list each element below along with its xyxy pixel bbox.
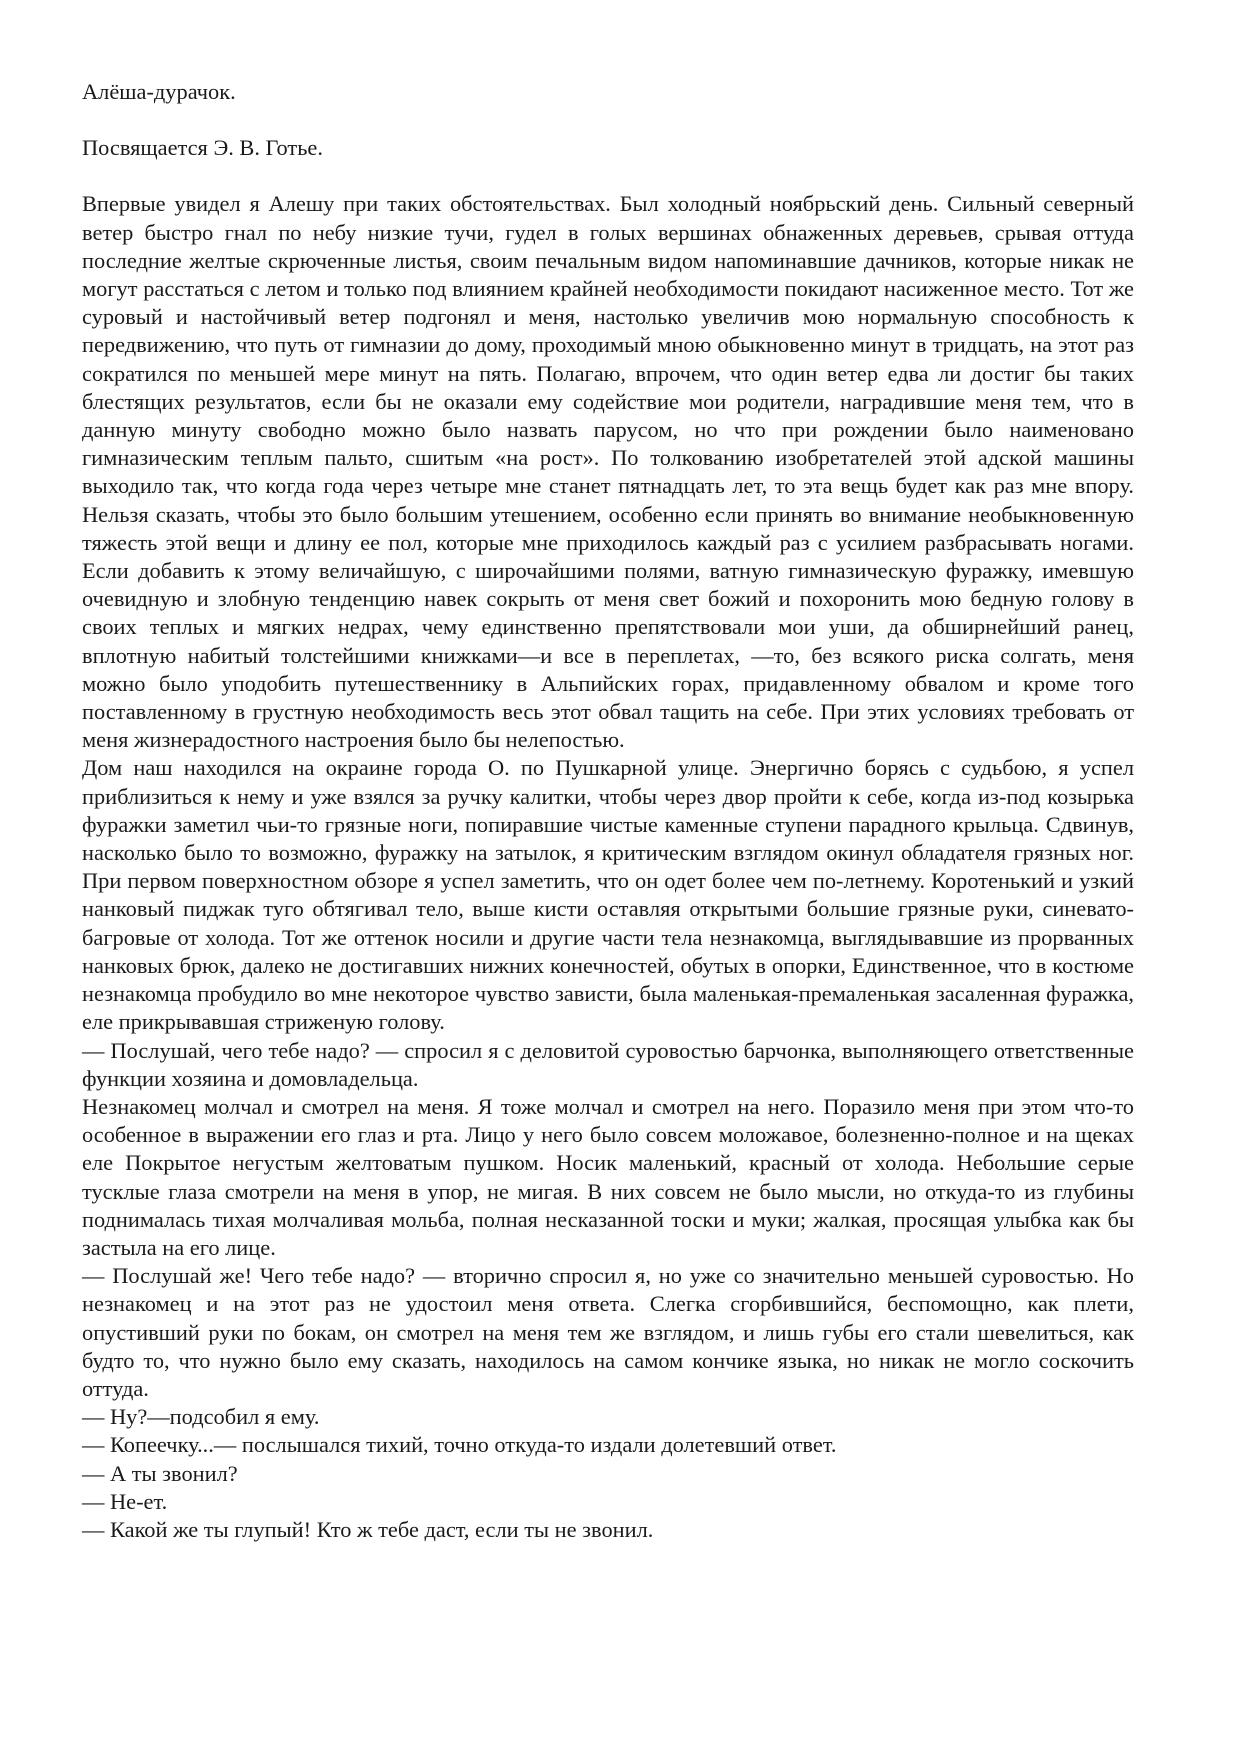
dialogue-line: — Не-ет. — [82, 1488, 168, 1514]
paragraph: Незнакомец молчал и смотрел на меня. Я тоже молчал и смотрел на него. Поразило меня при этом что-то особенное в выражении его глаз и рта. Лицо у него было совсем моложавое, болезненно-полное и на щеках еле Покрытое негустым желтоватым пушком. Носик маленький, красный от холода. Небольшие серые тусклые глаза смотрели на меня в упор, не мигая. В них совсем не было мысли, но откуда-то из глубины поднималась тихая молчаливая мольба, полная несказанной тоски и муки; жалкая, просящая улыбка как бы застыла на его лице. — [82, 1093, 1134, 1260]
dialogue-line: — А ты звонил? — [82, 1460, 238, 1486]
dialogue-line: — Ну?—подсобил я ему. — [82, 1404, 320, 1430]
paragraph: — Послушай же! Чего тебе надо? — вторично спросил я, но уже со значительно меньшей суровостью. Но незнакомец и на этот раз не удостоил меня ответа. Слегка сгорбившийся, беспомощно, как плети, опустивший руки по бокам, он смотрел на меня тем же взглядом, и лишь губы его стали шевелиться, как будто то, что нужно было ему сказать, находилось на самом кончике языка, но никак не могло соскочить оттуда. — [82, 1263, 1134, 1401]
dialogue-line: — Копеечку...— послышался тихий, точно откуда-то издали долетевший ответ. — [82, 1432, 837, 1458]
paragraph: Дом наш находился на окраине города О. по Пушкарной улице. Энергично борясь с судьбою, я успел приблизиться к нему и уже взялся за ручку калитки, чтобы через двор пройти к себе, когда из-под козырька фуражки заметил чьи-то грязные ноги, попиравшие чистые каменные ступени парадного крыльца. Сдвинув, насколько было то возможно, фуражку на затылок, я критическим взглядом окинул обладателя грязных ног. При первом поверхностном обзоре я успел заметить, что он одет более чем по-летнему. Коротенький и узкий нанковый пиджак туго обтягивал тело, выше кисти оставляя открытыми большие грязные руки, синевато-багровые от холода. Тот же оттенок носили и другие части тела незнакомца, выглядывавшие из прорванных нанковых брюк, далеко не достигавших нижних конечностей, обутых в опорки, Единственное, что в костюме незнакомца пробудило во мне некоторое чувство зависти, была маленькая-премаленькая засаленная фуражка, еле прикрывавшая стриженую голову. — [82, 755, 1134, 1035]
paragraph: Впервые увидел я Алешу при таких обстоятельствах. Был холодный ноябрьский день. Сильный северный ветер быстро гнал по небу низкие тучи, гудел в голых вершинах обнаженных деревьев, срывая оттуда последние желтые скрюченные листья, своим печальным видом напоминавшие дачников, которые никак не могут расстаться с летом и только под влиянием крайней необходимости покидают насиженное место. Тот же суровый и настойчивый ветер подгонял и меня, настолько увеличив мою нормальную способность к передвижению, что путь от гимназии до дому, проходимый мною обыкновенно минут в тридцать, на этот раз сократился по меньшей мере минут на пять. Полагаю, впрочем, что один ветер едва ли достиг бы таких блестящих результатов, если бы не оказали ему содействие мои родители, наградившие меня тем, что в данную минуту свободно можно было назвать парусом, но что при рождении было наименовано гимназическим теплым пальто, сшитым «на рост». По толкованию изобретателей этой адской машины выходило так, что когда года через четыре мне станет пятнадцать лет, то эта вещь будет как раз мне впору. Нельзя сказать, чтобы это было большим утешением, особенно если принять во внимание необыкновенную тяжесть этой вещи и длину ее пол, которые мне приходилось каждый раз с усилием разбрасывать ногами. Если добавить к этому величайшую, с широчайшими полями, ватную гимназическую фуражку, имевшую очевидную и злобную тенденцию навек сокрыть от меня свет божий и похоронить мою бедную голову в своих теплых и мягких недрах, чему единственно препятствовали мои уши, да обширнейший ранец, вплотную набитый толстейшими книжками—и все в переплетах, —то, без всякого риска солгать, меня можно было уподобить путешественнику в Альпийских горах, придавленному обвалом и кроме того поставленному в грустную необходимость весь этот обвал тащить на себе. При этих условиях требовать от меня жизнерадостного настроения было бы нелепостью. — [82, 191, 1134, 753]
dialogue-line: — Какой же ты глупый! Кто ж тебе даст, если ты не звонил. — [82, 1516, 654, 1542]
story-title: Алёша-дурачок. — [82, 79, 236, 104]
paragraph: — Послушай, чего тебе надо? — спросил я с деловитой суровостью барчонка, выполняющего ответственные функции хозяина и домовладельца. — [82, 1037, 1134, 1091]
document-page — [82, 78, 1134, 1544]
dedication: Посвящается Э. В. Готье. — [82, 135, 323, 161]
